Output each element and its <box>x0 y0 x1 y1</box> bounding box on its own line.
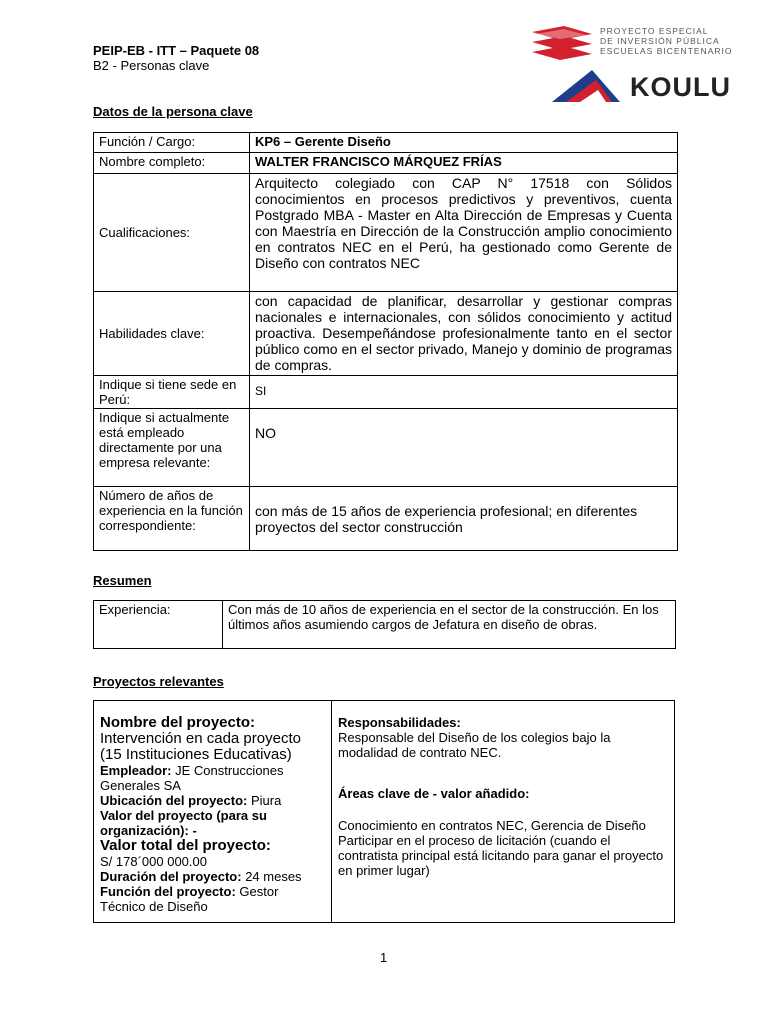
summary-section-title: Resumen <box>93 573 152 588</box>
table-row <box>94 292 678 376</box>
peip-logo <box>530 24 733 70</box>
table-row <box>94 153 678 174</box>
key-areas-value-1: Conocimiento en contratos NEC, Gerencia de Diseño <box>338 818 646 833</box>
projects-table <box>93 700 675 923</box>
duration-label: Duración del proyecto: <box>100 869 242 884</box>
cualificaciones-label: Cualificaciones: <box>94 174 250 292</box>
key-person-section-title: Datos de la persona clave <box>93 104 253 119</box>
peip-logo-icon <box>530 24 594 68</box>
location-value: Piura <box>247 793 282 808</box>
key-areas-value-2: Participar en el proceso de licitación (cuando el contratista principal está licitando para ganar el proyecto en primer lugar) <box>338 833 664 878</box>
habilidades-label: Habilidades clave: <box>94 292 250 376</box>
employer-label: Empleador: <box>100 763 172 778</box>
project-details-cell <box>94 701 332 923</box>
habilidades-value: con capacidad de planificar, desarrollar y gestionar compras nacionales e internacionales, con sólidos conocimiento y actitud proactiva. Desempeñándose profesionalmente tanto en el sector público como en el sector privado, Manejo y dominio de programas de compras. <box>250 292 678 376</box>
document-title: PEIP-EB - ITT – Paquete 08 <box>93 43 260 58</box>
koulu-logo-icon <box>552 68 624 104</box>
experiencia-value: Con más de 10 años de experiencia en el sector de la construcción. En los últimos años asumiendo cargos de Jefatura en diseño de obras. <box>223 601 676 649</box>
funcion-value: KP6 – Gerente Diseño <box>250 133 678 153</box>
table-row <box>94 701 675 923</box>
anios-value: con más de 15 años de experiencia profesional; en diferentes proyectos del sector construcción <box>250 487 678 551</box>
page-number: 1 <box>380 950 388 965</box>
key-person-table <box>93 132 678 551</box>
experiencia-label: Experiencia: <box>94 601 223 649</box>
anios-label: Número de años de experiencia en la función correspondiente: <box>94 487 250 551</box>
cualificaciones-value: Arquitecto colegiado con CAP N° 17518 con Sólidos conocimientos en procesos predictivos y preventivos, cuenta Postgrado MBA - Master en Alta Dirección de Empresas y Cuenta con Maestría en Dirección de la Construcción amplio conocimiento en contratos NEC en el Perú, ha gestionado como Gerente de Diseño con contratos NEC <box>250 174 678 292</box>
responsibilities-label: Responsabilidades: <box>338 715 461 730</box>
table-row <box>94 133 678 153</box>
table-row <box>94 487 678 551</box>
key-areas-label: Áreas clave de - valor añadido: <box>338 786 530 801</box>
project-name-value: Intervención en cada proyecto (15 Instituciones Educativas) <box>100 730 301 763</box>
table-row <box>94 174 678 292</box>
summary-table <box>93 600 676 649</box>
project-responsibilities-cell <box>332 701 675 923</box>
project-name-label: Nombre del proyecto: <box>100 714 256 731</box>
table-row <box>94 409 678 487</box>
project-role-value: Gestor Técnico de Diseño <box>100 884 279 914</box>
project-value-label: Valor del proyecto (para su organización): - <box>100 808 267 838</box>
total-value-label: Valor total del proyecto: <box>100 837 271 854</box>
projects-section-title: Proyectos relevantes <box>93 674 224 689</box>
peip-logo-text: PROYECTO ESPECIAL DE INVERSIÓN PÚBLICA ESCUELAS BICENTENARIO <box>600 26 733 56</box>
funcion-label: Función / Cargo: <box>94 133 250 153</box>
empleado-label: Indique si actualmente está empleado directamente por una empresa relevante: <box>94 409 250 487</box>
document-subtitle: B2 - Personas clave <box>93 58 210 73</box>
table-row <box>94 601 676 649</box>
nombre-value: WALTER FRANCISCO MÁRQUEZ FRÍAS <box>250 153 678 174</box>
koulu-logo <box>552 68 731 106</box>
sede-label: Indique si tiene sede en Perú: <box>94 376 250 409</box>
project-role-label: Función del proyecto: <box>100 884 236 899</box>
responsibilities-value: Responsable del Diseño de los colegios bajo la modalidad de contrato NEC. <box>338 730 611 760</box>
total-value-value: S/ 178´000 000.00 <box>100 854 207 869</box>
sede-value: SI <box>250 376 678 409</box>
duration-value: 24 meses <box>241 869 302 884</box>
nombre-label: Nombre completo: <box>94 153 250 174</box>
employer-value: JE Construcciones Generales SA <box>100 763 284 793</box>
empleado-value: NO <box>250 409 678 487</box>
location-label: Ubicación del proyecto: <box>100 793 248 808</box>
koulu-logo-text: KOULU <box>630 72 731 102</box>
table-row <box>94 376 678 409</box>
